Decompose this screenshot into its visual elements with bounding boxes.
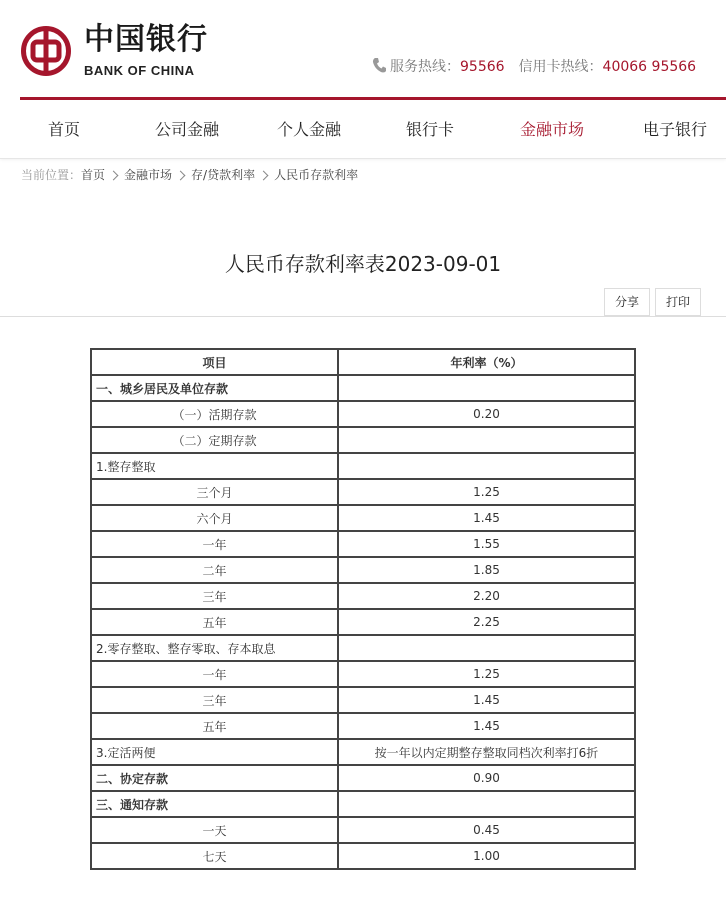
- row-label: （二）定期存款: [91, 427, 338, 453]
- row-label: 二、协定存款: [91, 765, 338, 791]
- main-nav: [0, 100, 726, 158]
- table-row: [91, 635, 635, 661]
- row-rate: 1.85: [338, 557, 635, 583]
- table-row: [91, 739, 635, 765]
- breadcrumb: [21, 167, 358, 183]
- site-header: [0, 0, 726, 159]
- row-label: 三年: [91, 687, 338, 713]
- table-row: [91, 791, 635, 817]
- breadcrumb-lead: 当前位置：: [21, 168, 82, 182]
- page-title: 人民币存款利率表2023-09-01: [224, 252, 502, 276]
- row-label: 五年: [91, 713, 338, 739]
- deposit-rate-table: [90, 348, 636, 870]
- logo-english-name[interactable]: BANK OF CHINA: [84, 63, 195, 78]
- breadcrumb-item[interactable]: 首页: [81, 168, 106, 182]
- row-rate: 1.55: [338, 531, 635, 557]
- row-label: 3.定活两便: [91, 739, 338, 765]
- table-row: [91, 687, 635, 713]
- row-rate: 1.45: [338, 505, 635, 531]
- row-label: 三、通知存款: [91, 791, 338, 817]
- credit-hotline-number: 40066 95566: [602, 59, 697, 75]
- bank-of-china-logo-icon[interactable]: [20, 25, 72, 77]
- table-row: [91, 453, 635, 479]
- table-row: [91, 531, 635, 557]
- row-label: 五年: [91, 609, 338, 635]
- row-rate: [338, 453, 635, 479]
- row-rate: 0.20: [338, 401, 635, 427]
- row-label: 三年: [91, 583, 338, 609]
- breadcrumb-item[interactable]: 金融市场: [124, 168, 173, 182]
- table-row: [91, 609, 635, 635]
- row-label: 一、城乡居民及单位存款: [91, 375, 338, 401]
- row-label: （一）活期存款: [91, 401, 338, 427]
- row-rate: [338, 375, 635, 401]
- nav-item-personal[interactable]: 个人金融: [277, 120, 342, 139]
- breadcrumb-item[interactable]: 存/贷款利率: [191, 168, 256, 182]
- print-button[interactable]: 打印: [655, 288, 701, 316]
- table-row: [91, 713, 635, 739]
- share-button[interactable]: 分享: [604, 288, 650, 316]
- row-rate: 2.25: [338, 609, 635, 635]
- row-label: 一天: [91, 817, 338, 843]
- row-rate: 按一年以内定期整存整取同档次利率打6折: [338, 739, 635, 765]
- nav-item-corporate[interactable]: 公司金融: [155, 120, 220, 139]
- table-row: [91, 427, 635, 453]
- row-label: 2.零存整取、整存零取、存本取息: [91, 635, 338, 661]
- service-hotline-number: 95566: [460, 59, 505, 75]
- row-label: 一年: [91, 531, 338, 557]
- row-rate: 0.90: [338, 765, 635, 791]
- service-hotline-label: 服务热线：: [390, 59, 460, 75]
- row-label: 三个月: [91, 479, 338, 505]
- table-row: [91, 401, 635, 427]
- table-row: [91, 505, 635, 531]
- nav-item-financial-markets[interactable]: 金融市场: [520, 120, 585, 139]
- table-row: [91, 765, 635, 791]
- credit-hotline-label: 信用卡热线：: [518, 59, 603, 75]
- row-rate: [338, 635, 635, 661]
- row-label: 二年: [91, 557, 338, 583]
- table-row: [91, 557, 635, 583]
- table-row: [91, 817, 635, 843]
- chevron-right-icon: [176, 170, 186, 180]
- row-rate: 1.45: [338, 687, 635, 713]
- row-label: 1.整存整取: [91, 453, 338, 479]
- row-rate: 0.45: [338, 817, 635, 843]
- row-rate: 1.25: [338, 479, 635, 505]
- chevron-right-icon: [259, 170, 269, 180]
- row-rate: 1.45: [338, 713, 635, 739]
- hotline-bar: [372, 57, 696, 77]
- nav-item-cards[interactable]: 银行卡: [406, 120, 455, 139]
- breadcrumb-item[interactable]: 人民币存款利率: [274, 168, 359, 182]
- row-rate: 1.00: [338, 843, 635, 869]
- table-row: [91, 479, 635, 505]
- nav-item-e-banking[interactable]: 电子银行: [643, 120, 708, 139]
- row-label: 一年: [91, 661, 338, 687]
- table-row: [91, 583, 635, 609]
- row-rate: 1.25: [338, 661, 635, 687]
- row-label: 六个月: [91, 505, 338, 531]
- row-label: 七天: [91, 843, 338, 869]
- content-divider: [0, 316, 726, 317]
- column-header-item: 项目: [91, 349, 338, 375]
- nav-item-home[interactable]: 首页: [48, 120, 81, 139]
- column-header-rate: 年利率（%）: [338, 349, 635, 375]
- row-rate: [338, 427, 635, 453]
- phone-icon: [372, 57, 386, 73]
- logo-chinese-name[interactable]: 中国银行: [84, 22, 208, 57]
- table-header-row: [91, 349, 635, 375]
- row-rate: [338, 791, 635, 817]
- table-row: [91, 661, 635, 687]
- table-row: [91, 843, 635, 869]
- table-row: [91, 375, 635, 401]
- row-rate: 2.20: [338, 583, 635, 609]
- chevron-right-icon: [109, 170, 119, 180]
